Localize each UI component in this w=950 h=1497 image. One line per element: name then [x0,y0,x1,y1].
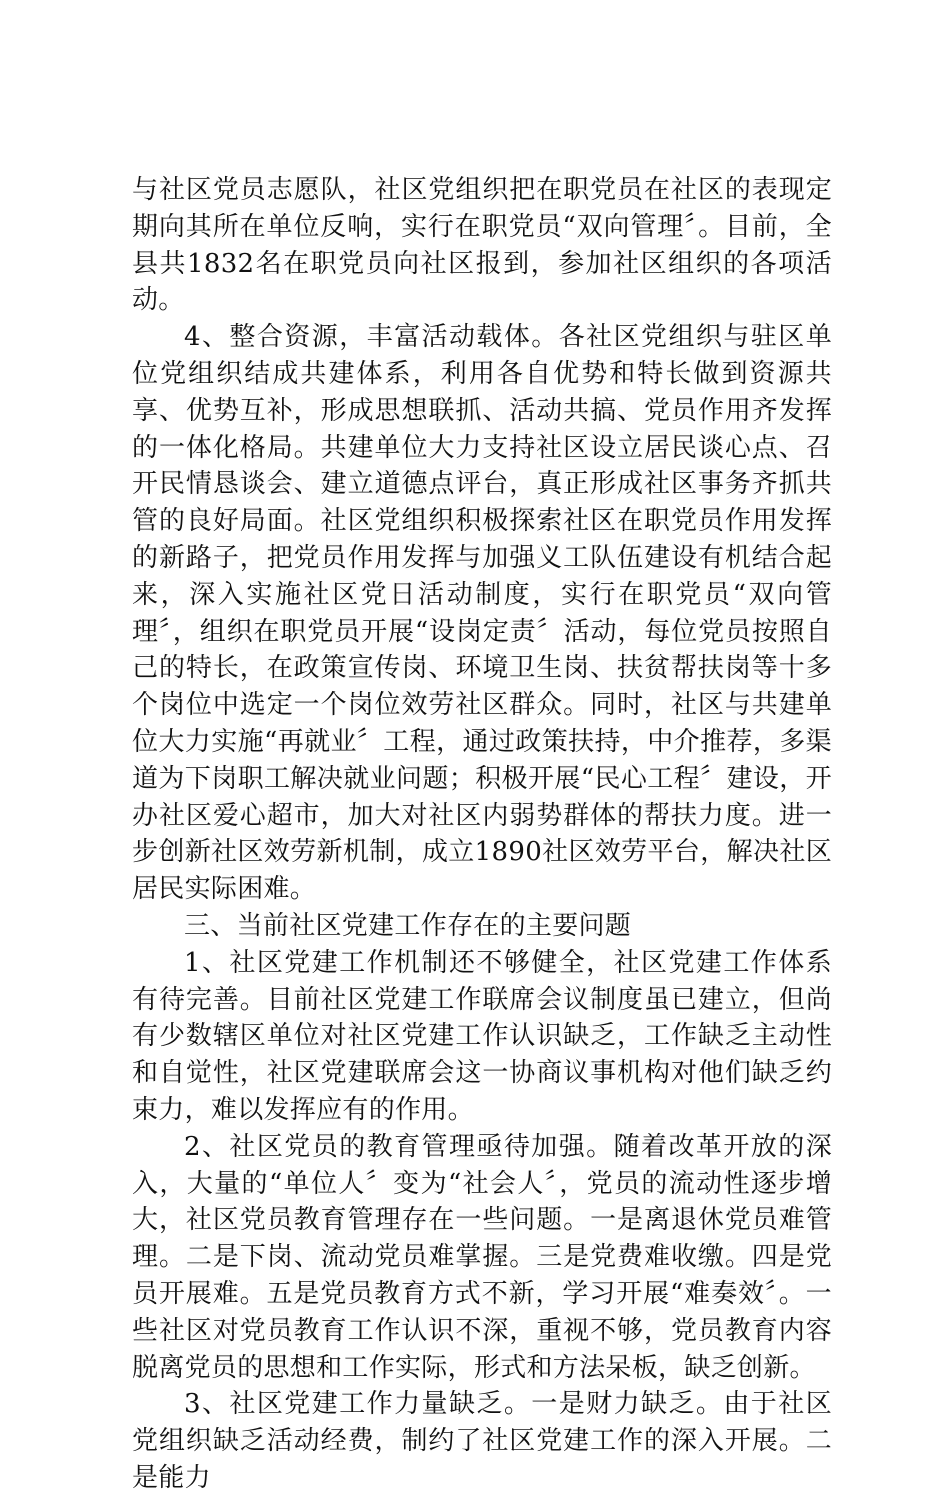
paragraph-2: 4、整合资源，丰富活动载体。各社区党组织与驻区单位党组织结成共建体系，利用各自优势和特长做到资源共享、优势互补，形成思想联抓、活动共搞、党员作用齐发挥的一体化格局。共建单位大力支持社区设立居民谈心点、召开民情恳谈会、建立道德点评台，真正形成社区事务齐抓共管的良好局面。社区党组织积极探索社区在职党员作用发挥的新路子，把党员作用发挥与加强义工队伍建设有机结合起来，深入实施社区党日活动制度，实行在职党员“双向管理〞，组织在职党员开展“设岗定责〞活动，每位党员按照自己的特长，在政策宣传岗、环境卫生岗、扶贫帮扶岗等十多个岗位中选定一个岗位效劳社区群众。同时，社区与共建单位大力实施“再就业〞工程，通过政策扶持，中介推荐，多渠道为下岗职工解决就业问题；积极开展“民心工程〞建设，开办社区爱心超市，加大对社区内弱势群体的帮扶力度。进一步创新社区效劳新机制，成立1890社区效劳平台，解决社区居民实际困难。 [132,322,832,905]
document-body [132,172,832,1497]
paragraph-5: 3、社区党建工作力量缺乏。一是财力缺乏。由于社区党组织缺乏活动经费，制约了社区党建工作的深入开展。二是能力 [132,1389,832,1493]
paragraph-1: 与社区党员志愿队，社区党组织把在职党员在社区的表现定期向其所在单位反响，实行在职党员“双向管理〞。目前，全县共1832名在职党员向社区报到，参加社区组织的各项活动。 [132,175,832,316]
paragraph-3: 1、社区党建工作机制还不够健全，社区党建工作体系有待完善。目前社区党建工作联席会议制度虽已建立，但尚有少数辖区单位对社区党建工作认识缺乏，工作缺乏主动性和自觉性，社区党建联席会这一协商议事机构对他们缺乏约束力，难以发挥应有的作用。 [132,947,832,1125]
paragraph-4: 2、社区党员的教育管理亟待加强。随着改革开放的深入，大量的“单位人〞变为“社会人〞，党员的流动性逐步增大，社区党员教育管理存在一些问题。一是离退休党员难管理。二是下岗、流动党员难掌握。三是党费难收缴。四是党员开展难。五是党员教育方式不新，学习开展“难奏效〞。一些社区对党员教育工作认识不深，重视不够，党员教育内容脱离党员的思想和工作实际，形式和方法呆板，缺乏创新。 [132,1131,832,1383]
section-heading: 三、当前社区党建工作存在的主要问题 [184,910,632,941]
